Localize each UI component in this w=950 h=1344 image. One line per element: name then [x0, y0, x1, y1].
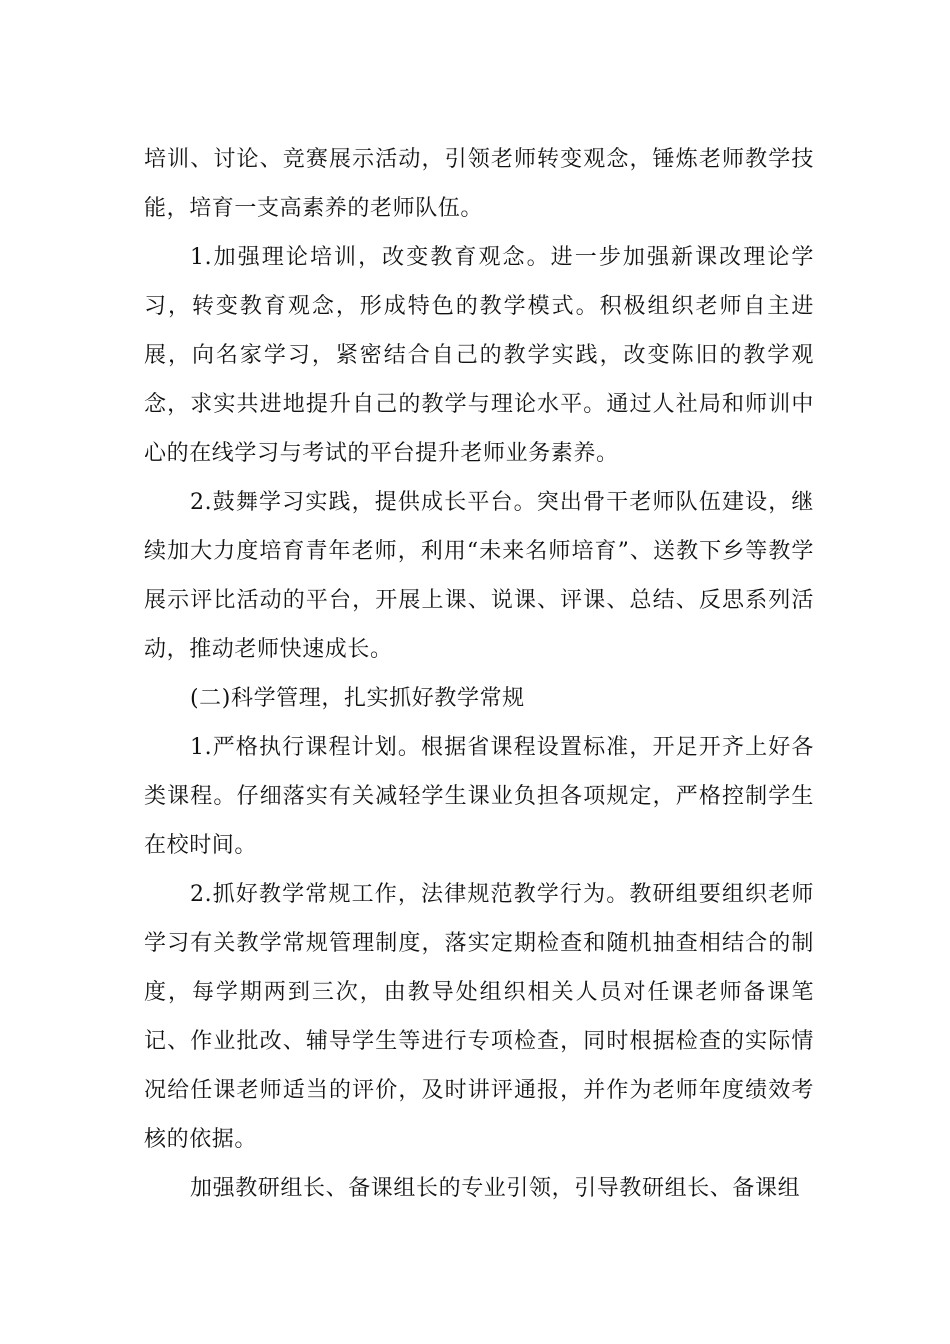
- paragraph-group-leaders: 加强教研组长、备课组长的专业引领，引导教研组长、备课组: [190, 1176, 801, 1201]
- paragraph-course-plan: 1.严格执行课程计划。根据省课程设置标准，开足开齐上好各类课程。仔细落实有关减轻学生课业负担各项规定，严格控制学生在校时间。: [144, 735, 814, 858]
- paragraph-theory-training: 1.加强理论培训，改变教育观念。进一步加强新课改理论学习，转变教育观念，形成特色的教学模式。积极组织老师自主进展，向名家学习，紧密结合自己的教学实践，改变陈旧的教学观念，求实共进地提升自己的教学与理论水平。通过人社局和师训中心的在线学习与考试的平台提升老师业务素养。: [144, 245, 814, 466]
- paragraph-continuation: 培训、讨论、竞赛展示活动，引领老师转变观念，锤炼老师教学技能，培育一支高素养的老师队伍。: [144, 147, 814, 221]
- document-body: [144, 135, 814, 1213]
- section-heading-management: (二)科学管理，扎实抓好教学常规: [190, 686, 525, 711]
- paragraph-practice-platform: 2.鼓舞学习实践，提供成长平台。突出骨干老师队伍建设，继续加大力度培育青年老师，利用“未来名师培育”、送教下乡等教学展示评比活动的平台，开展上课、说课、评课、总结、反思系列活动，推动老师快速成长。: [144, 490, 814, 662]
- paragraph-teaching-routine: 2.抓好教学常规工作，法律规范教学行为。教研组要组织老师学习有关教学常规管理制度，落实定期检查和随机抽查相结合的制度，每学期两到三次，由教导处组织相关人员对任课老师备课笔记、作业批改、辅导学生等进行专项检查，同时根据检查的实际情况给任课老师适当的评价，及时讲评通报，并作为老师年度绩效考核的依据。: [144, 882, 814, 1152]
